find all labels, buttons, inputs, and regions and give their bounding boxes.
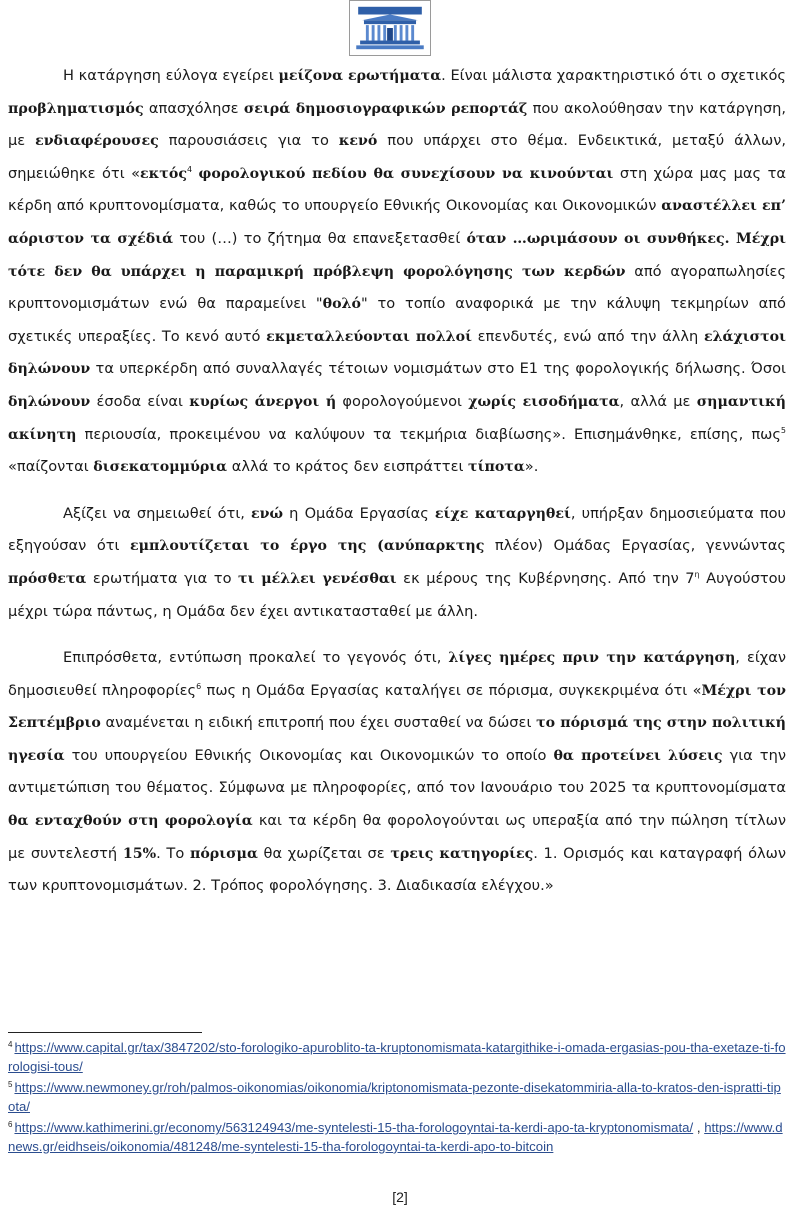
bold-text: εκτός xyxy=(140,165,187,182)
footnote xyxy=(8,1119,788,1156)
bold-text: τίποτα xyxy=(468,459,525,476)
bold-text: Μέχρι τον Σεπτέμβριο xyxy=(8,682,786,732)
bold-text: όταν …ωριμάσουν οι συνθήκες. Μέχρι τότε δεν θα υπάρχει η παραμικρή πρόβλεψη φορολόγησης των κερδών xyxy=(8,230,787,280)
text-run: Η κατάργηση εύλογα εγείρει xyxy=(63,67,279,84)
bold-text: το πόρισμά της στην πολιτική ηγεσία xyxy=(8,715,786,764)
bold-text: τι μέλλει γενέσθαι xyxy=(238,570,397,587)
bold-text: κενό xyxy=(338,133,378,150)
text-run: τα υπερκέρδη από συναλλαγές τέτοιων νομισμάτων στο Ε1 της φορολογικής δήλωσης. Όσοι xyxy=(90,360,786,378)
footnote-separator xyxy=(8,1032,202,1033)
text-run: στη χώρα μας μας τα κέρδη από κρυπτονομίσματα, καθώς το υπουργείο Εθνικής Οικονομίας και Οικονομικών xyxy=(8,164,786,215)
footnote-number: 5 xyxy=(8,1079,13,1089)
text-run: για την αντιμετώπιση του θέματος. Σύμφωνα με πληροφορίες, από τον Ιανουάριο του 2025 τα κρυπτονομίσματα xyxy=(8,746,786,797)
text-run: . Είναι μάλιστα χαρακτηριστικό ότι ο σχετικός xyxy=(441,67,786,84)
bold-text: κυρίως άνεργοι ή xyxy=(189,393,337,410)
page-number: [2] xyxy=(392,1189,408,1205)
text-run: Επιπρόσθετα, εντύπωση προκαλεί το γεγονός ότι, xyxy=(63,649,449,667)
parliament-logo xyxy=(349,0,431,56)
footnote xyxy=(8,1079,788,1116)
bold-text: σειρά δημοσιογραφικών ρεπορτάζ xyxy=(243,100,528,117)
text-run: η Ομάδα Εργασίας xyxy=(283,504,435,522)
text-run: «παίζονται xyxy=(8,458,94,476)
text-run: Αξίζει να σημειωθεί ότι, xyxy=(63,504,252,522)
footnote-number: 6 xyxy=(8,1119,13,1129)
text-run: Αυγούστου μέχρι τώρα πάντως, η Ομάδα δεν έχει αντικατασταθεί με άλλη. xyxy=(8,569,786,620)
text-run: θα χωρίζεται σε xyxy=(257,844,391,862)
footnote-ref: η xyxy=(694,570,700,580)
text-run: , αλλά με xyxy=(619,392,697,410)
footnote-ref: 6 xyxy=(196,681,202,691)
footnote-link[interactable]: https://www.newmoney.gr/roh/palmos-oikonomias/oikonomia/kriptonomismata-pezonte-disekatommiria-alla-to-kratos-den-ispratti-tipota/ xyxy=(8,1080,781,1114)
text-run: επενδυτές, ενώ από την άλλη xyxy=(471,327,704,345)
footnote-ref: 4 xyxy=(186,164,193,174)
bold-text: σημαντική ακίνητη xyxy=(8,393,786,443)
body-text xyxy=(8,60,786,903)
bold-text: 15% xyxy=(122,845,157,862)
text-run: , είχαν δημοσιευθεί πληροφορίες xyxy=(8,649,786,699)
text-run: ερωτήματα για το xyxy=(86,569,239,587)
text-run: φορολογούμενοι xyxy=(336,392,469,410)
footnote-link[interactable]: https://www.dnews.gr/eidhseis/oikonomia/481248/me-syntelesti-15-tha-forologoyntai-ta-kerdi-apo-to-bitcoin xyxy=(8,1120,783,1154)
footnote-link[interactable]: https://www.kathimerini.gr/economy/563124943/me-syntelesti-15-tha-forologoyntai-ta-kerdi-apo-ta-kryptonomismata/ xyxy=(14,1120,694,1136)
text-run: , υπήρξαν δημοσιεύματα που εξηγούσαν ότι xyxy=(8,504,786,555)
text-run: από αγοραπωλησίες κρυπτονομισμάτων ενώ θα παραμείνει " xyxy=(8,262,787,313)
bold-text: ενδιαφέρουσες xyxy=(35,133,159,150)
bold-text: αναστέλλει επ’ αόριστον τα σχέδιά xyxy=(8,198,786,247)
text-run: " το τοπίο αναφορικά με την κάλυψη τεκμηρίων από σχετικές υπεραξίες. Το κενό αυτό xyxy=(8,295,786,345)
bold-text: πρόσθετα xyxy=(8,570,87,587)
text-run: . 1. Ορισμός και καταγραφή όλων των κρυπτονομισμάτων. 2. Τρόπος φορολόγησης. 3. Διαδικασία ελέγχου.» xyxy=(8,844,787,895)
text-run: αναμένεται η ειδική επιτροπή που έχει συσταθεί να δώσει xyxy=(100,714,537,732)
text-run: περιουσία, προκειμένου να καλύψουν τα τεκμήρια διαβίωσης». Επισημάνθηκε, επίσης, πως xyxy=(76,425,781,443)
bold-text: θολό xyxy=(322,296,361,313)
bold-text: μείζονα ερωτήματα xyxy=(278,68,442,84)
bold-text: χωρίς εισοδήματα xyxy=(468,393,620,410)
text-run: έσοδα είναι xyxy=(90,392,190,410)
text-run: που υπάρχει στο θέμα. Ενδεικτικά, μεταξύ άλλων, σημειώθηκε ότι « xyxy=(8,132,786,182)
text-run: που ακολούθησαν την κατάργηση, με xyxy=(8,99,786,150)
bold-text: φορολογικού πεδίου θα συνεχίσουν να κινούνται xyxy=(198,165,614,182)
text-run: του υπουργείου Εθνικής Οικονομίας και Οικονομικών το οποίο xyxy=(64,746,554,764)
text-run: του (…) το ζήτημα θα επανεξετασθεί xyxy=(173,229,467,247)
footnote-link[interactable]: https://www.capital.gr/tax/3847202/sto-forologiko-apuroblito-ta-kruptonomismata-katargithike-i-omada-ergasias-pou-tha-exetaze-ti-forologisi-tous/ xyxy=(8,1040,786,1074)
bold-text: θα ενταχθούν στη φορολογία xyxy=(8,813,253,830)
bold-text: πόρισμα xyxy=(189,845,258,862)
text-run: πως η Ομάδα Εργασίας καταλήγει σε πόρισμα, συγκεκριμένα ότι « xyxy=(201,681,702,699)
bold-text: θα προτείνει λύσεις xyxy=(553,747,723,764)
text-run: παρουσιάσεις για το xyxy=(158,132,339,150)
text-run: και τα κέρδη θα φορολογούνται ως υπεραξία από την πώληση τίτλων με συντελεστή xyxy=(8,812,787,862)
bold-text: δηλώνουν xyxy=(8,393,91,410)
bold-text: δισεκατομμύρια xyxy=(93,459,228,476)
footnote-number: 4 xyxy=(8,1039,13,1049)
text-run: πλέον) Ομάδας Εργασίας, γεννώντας xyxy=(484,537,786,555)
paragraph xyxy=(8,642,786,903)
footnote-ref: 5 xyxy=(780,425,786,435)
bold-text: εκμεταλλεύονται πολλοί xyxy=(266,328,472,345)
bold-text: ελάχιστοι δηλώνουν xyxy=(8,328,786,378)
text-run: . Το xyxy=(156,844,190,862)
bold-text: προβληματισμός xyxy=(8,100,144,117)
bold-text: είχε καταργηθεί xyxy=(434,505,571,522)
text-run: αλλά το κράτος δεν εισπράττει xyxy=(227,458,469,476)
bold-text: τρεις κατηγορίες xyxy=(390,845,534,862)
text-run: ». xyxy=(524,458,539,476)
text-run: εκ μέρους της Κυβέρνησης. Από την 7 xyxy=(396,569,695,587)
footnotes xyxy=(8,1039,788,1160)
bold-text: λίγες ημέρες πριν την κατάργηση xyxy=(448,650,736,667)
paragraph xyxy=(8,498,786,628)
bold-text: εμπλουτίζεται το έργο της (ανύπαρκτης xyxy=(130,538,485,555)
parliament-building-icon xyxy=(350,1,430,55)
footnote xyxy=(8,1039,788,1076)
paragraph xyxy=(8,60,786,484)
text-run: απασχόλησε xyxy=(143,99,244,117)
footnote-link-separator: , xyxy=(693,1120,705,1136)
bold-text: ενώ xyxy=(251,505,284,522)
